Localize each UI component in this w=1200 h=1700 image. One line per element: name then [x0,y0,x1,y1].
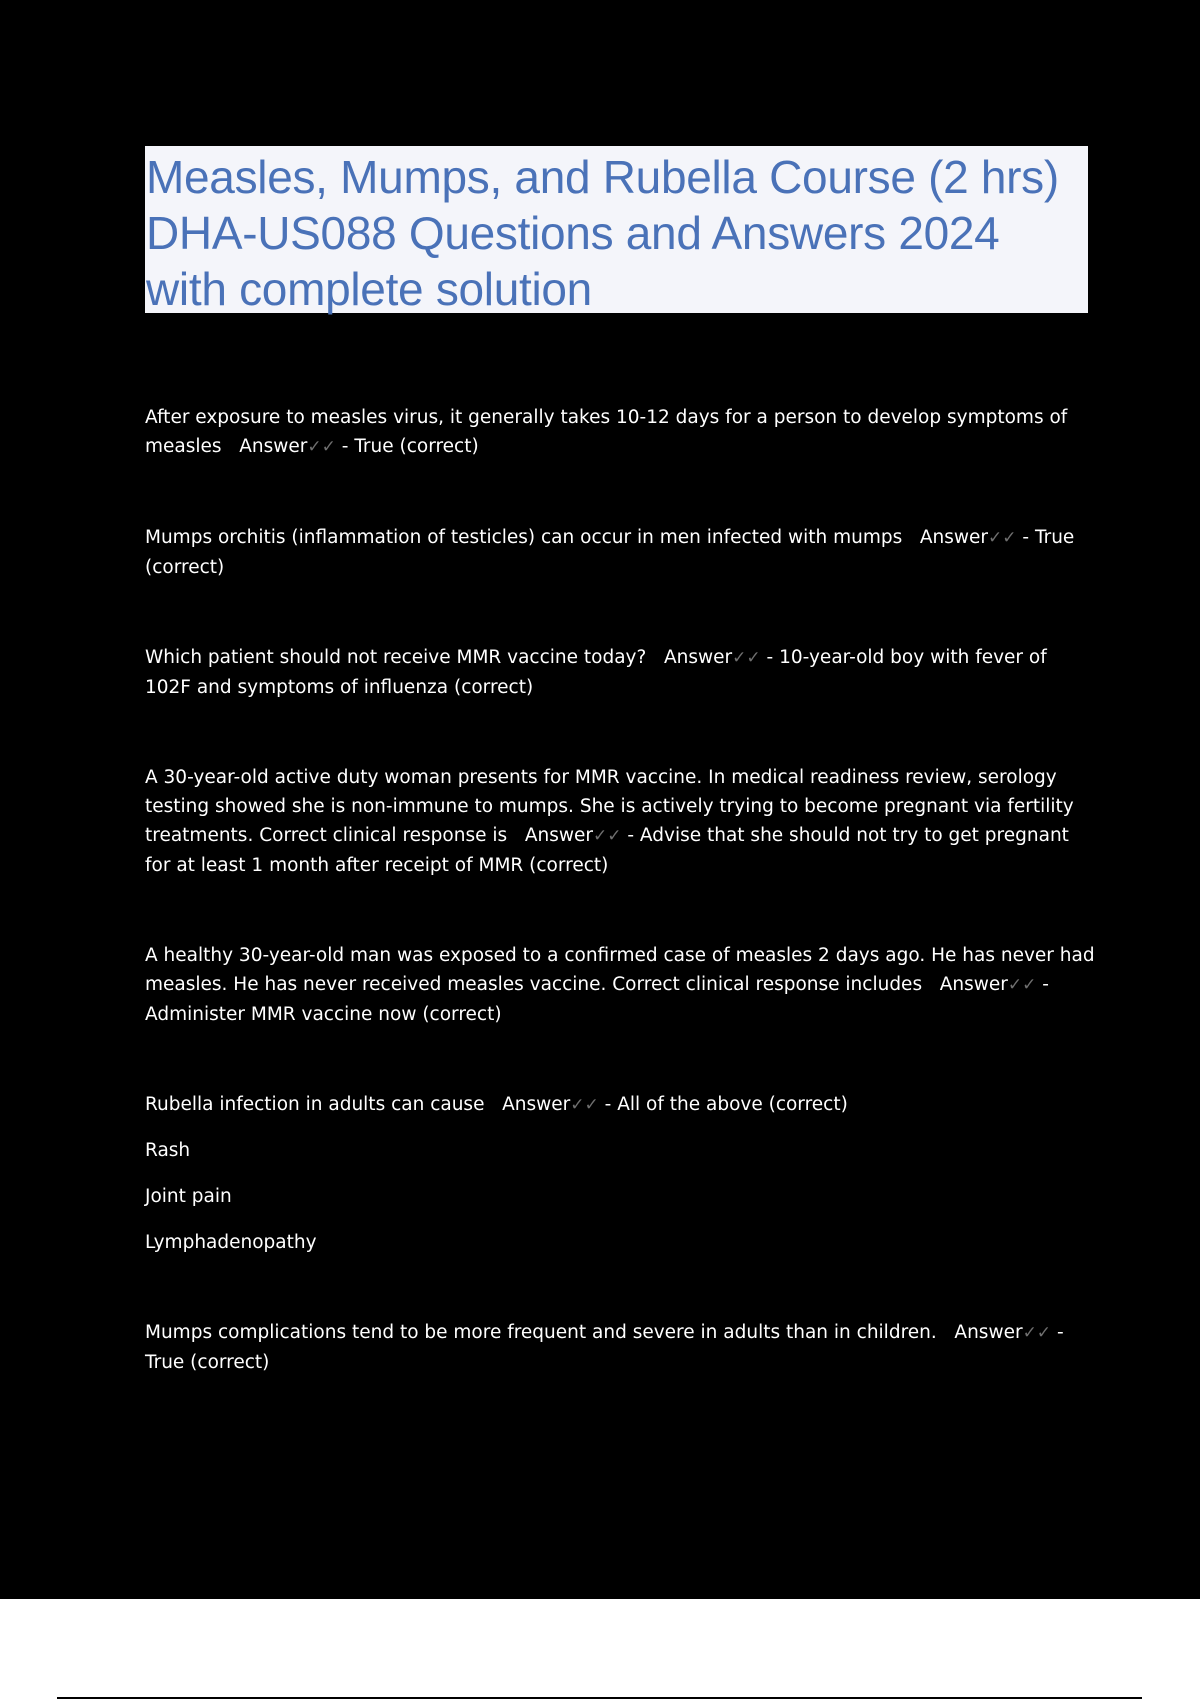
answer-label: Answer [919,527,989,548]
qa-line [145,1090,1095,1120]
answer-separator: - [1042,974,1049,995]
question-text: After exposure to measles virus, it generally takes 10-12 days for a person to develop symptoms of measles [145,407,1068,457]
answer-label: Answer [663,647,733,668]
question-text: Mumps orchitis (inflammation of testicles) can occur in men infected with mumps [145,527,903,548]
answer-separator: - [1056,1322,1064,1343]
qa-item [145,763,1095,880]
answer-separator: - [1022,527,1030,548]
question-text: A 30-year-old active duty woman presents for MMR vaccine. In medical readiness review, serology testing showed she is non-immune to mumps. She is actively trying to become pregnant via fertility treatments. Correct clinical response is [145,767,1074,846]
double-check-icon: ✓✓ [988,528,1017,548]
answer-label: Answer [524,825,593,846]
option-item: Joint pain [145,1186,232,1207]
option-item: Rash [145,1140,191,1161]
qa-item [145,643,1095,702]
answer-label: Answer [502,1094,571,1115]
answer-separator: - [341,436,349,457]
qa-list [145,403,1095,1377]
qa-item [145,403,1095,462]
question-text: A healthy 30-year-old man was exposed to a confirmed case of measles 2 days ago. He has never had measles. He has never received measles vaccine. Correct clinical response includes [145,945,1095,995]
answer-text: True (correct) [145,1352,270,1373]
qa-item [145,523,1095,582]
double-check-icon: ✓✓ [592,826,622,846]
qa-item [145,1090,1095,1257]
option-item: Lymphadenopathy [145,1232,317,1253]
answer-separator: - [627,825,635,846]
double-check-icon: ✓✓ [1007,975,1037,995]
double-check-icon: ✓✓ [570,1095,599,1115]
title-block [145,146,1088,313]
answer-separator: - [604,1094,612,1115]
answer-text: All of the above (correct) [617,1094,848,1115]
answer-label: Answer [954,1322,1023,1343]
answer-label: Answer [939,974,1008,995]
page-divider [57,1697,1142,1699]
document-title: Measles, Mumps, and Rubella Course (2 hrs) DHA-US088 Questions and Answers 2024 with complete solution [146,151,1059,315]
answer-text: 10-year-old boy with fever of 102F and symptoms of influenza (correct) [145,647,1047,698]
option-list [145,1136,1095,1257]
double-check-icon: ✓✓ [307,437,336,457]
answer-text: True (correct) [354,436,479,457]
answer-text: Advise that she should not try to get pregnant for at least 1 month after receipt of MMR (correct) [145,825,1069,876]
answer-label: Answer [239,436,308,457]
question-text: Which patient should not receive MMR vaccine today? [145,647,647,668]
double-check-icon: ✓✓ [1022,1323,1052,1343]
qa-item [145,1318,1095,1377]
qa-item [145,941,1095,1029]
answer-separator: - [766,647,774,668]
answer-text: True (correct) [145,527,1075,578]
question-text: Mumps complications tend to be more frequent and severe in adults than in children. [145,1322,937,1343]
question-text: Rubella infection in adults can cause [145,1094,485,1115]
double-check-icon: ✓✓ [732,648,761,668]
answer-text: Administer MMR vaccine now (correct) [145,1004,502,1025]
